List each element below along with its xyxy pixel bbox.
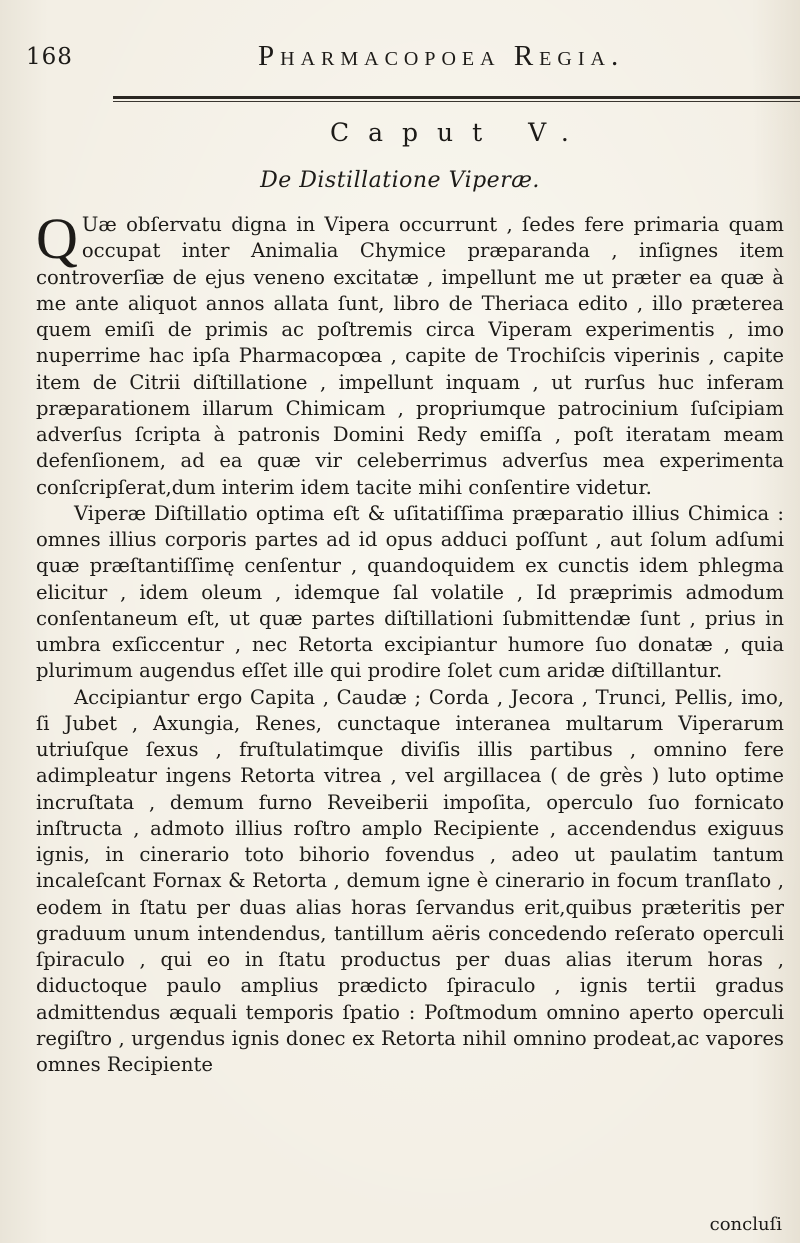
running-head-title: Pharmacopoea Regia. [258,40,625,72]
chapter-heading: Caput V. [330,118,588,147]
header-rule [113,96,800,99]
body-text [36,206,784,1078]
page-number: 168 [26,44,73,70]
paragraph-2: Viperæ Diſtillatio optima eſt & uſitatiſſima præparatio illius Chimica : omnes illius corporis partes ad id opus adduci poſſunt , aut ſolum adſumi quæ præſtantiſſimę cenſentur , quandoquidem ex cunctis idem phlegma elicitur , idem oleum , idemque ſal volatile , Id præprimis admodum conſentaneum eſt, ut quæ partes diſtillationi ſubmittendæ ſunt , prius in umbra exſiccentur , nec Retorta excipiantur humore ſuo donatæ , quia plurimum augendus eſſet ille qui prodire ſolet cum aridæ diſtillantur. [36,501,784,683]
catchword: concluſi [709,1214,782,1235]
running-head [26,38,774,78]
paragraph-1-text: Uæ obſervatu digna in Vipera occurrunt , ſedes fere primaria quam occupat inter Animalia Chymice præparanda , inſignes item controverſiæ de ejus veneno excitatæ , impellunt me ut præter ea quæ à me ante aliquot annos allata ſunt, libro de Theriaca edito , illo præterea quem emiſi de primis ac poſtremis circa Viperam experimentis , imo nuperrime hac ipſa Pharmacopœa , capite de Trochiſcis viperinis , capite item de Citrii diſtillatione , impellunt inquam , ut rurſus huc inferam præparationem illarum Chimicam , propriumque patrocinium ſuſcipiam adverſus ſcripta à patronis Domini Redy emiſſa , poſt iteratam meam defenſionem, ad ea quæ vir celeberrimus adverſus mea experimenta conſcripſerat,dum interim idem tacite mihi conſentire videtur. [36,213,784,499]
paragraph-3: Accipiantur ergo Capita , Caudæ ; Corda , Jecora , Trunci, Pellis, imo, ſi Jubet , Axungia, Renes, cunctaque interanea multarum Viperarum utriuſque ſexus , fruſtulatimque diviſis illis partibus , omnino fere adimpleatur ingens Retorta vitrea , vel argillacea ( de grès ) luto optime incruſtata , demum furno Reveiberii impoſita, operculo ſuo fornicato inſtructa , admoto illius roſtro amplo Recipiente , accendendus exiguus ignis, in cinerario toto bihorio fovendus , adeo ut paulatim tantum incaleſcant Fornax & Retorta , demum igne è cinerario in focum tranſlato , eodem in ſtatu per duas alias horas ſervandus erit,quibus præteritis per graduum unum intendendus, tantillum aëris concedendo reſerato operculi ſpiraculo , qui eo in ſtatu productus per duas alias iterum horas , diductoque paulo amplius prædicto ſpiraculo , ignis tertii gradus admittendus æquali temporis ſpatio : Poſtmodum omnino aperto operculi regiſtro , urgendus ignis donec ex Retorta nihil omnino prodeat,ac vapores omnes Recipiente [36,685,784,1076]
drop-cap: Q [36,206,78,271]
paragraph-1 [36,206,784,501]
header-rule-thin [113,101,800,102]
chapter-subtitle: De Distillatione Viperæ. [260,168,540,193]
